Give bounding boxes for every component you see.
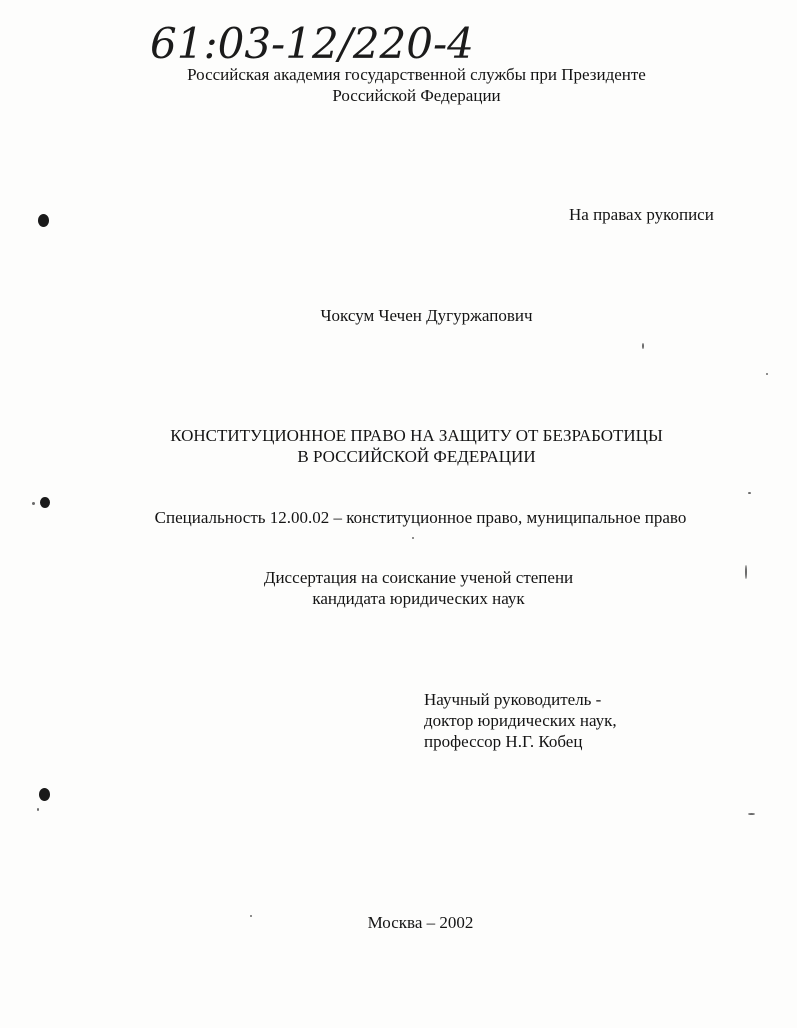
thesis-title — [18, 425, 797, 467]
supervisor-line-3: профессор Н.Г. Кобец — [424, 732, 583, 751]
archive-code-text: 61:03-12/220-4 — [150, 19, 474, 68]
scan-speck — [32, 502, 35, 505]
punch-hole-mark — [40, 497, 50, 508]
scientific-supervisor — [424, 689, 617, 752]
title-line-1: КОНСТИТУЦИОННОЕ ПРАВО НА ЗАЩИТУ ОТ БЕЗРАБОТИЦЫ — [170, 426, 663, 445]
scan-speck — [37, 808, 39, 811]
supervisor-line-1: Научный руководитель - — [424, 690, 602, 709]
dissertation-line-2: кандидата юридических наук — [312, 589, 525, 608]
scan-speck — [748, 492, 751, 494]
institution-line-1: Российская академия государственной службы при Президенте — [187, 65, 646, 84]
specialty-line: Специальность 12.00.02 – конституционное право, муниципальное право — [154, 508, 687, 527]
institution-line-2: Российской Федерации — [332, 86, 501, 105]
scan-speck — [642, 343, 644, 349]
punch-hole-mark — [39, 788, 50, 801]
scan-speck — [412, 537, 414, 539]
scan-speck — [250, 915, 252, 917]
scan-speck — [745, 565, 747, 579]
punch-hole-mark — [38, 214, 49, 227]
institution-name — [18, 64, 797, 106]
supervisor-line-2: доктор юридических наук, — [424, 711, 617, 730]
author-name: Чоксум Чечен Дугуржапович — [320, 306, 533, 325]
dissertation-line-1: Диссертация на соискание ученой степени — [263, 568, 574, 587]
dissertation-degree — [20, 567, 797, 609]
manuscript-note: На правах рукописи — [569, 205, 714, 224]
city-year: Москва – 2002 — [367, 913, 474, 932]
title-line-2: В РОССИЙСКОЙ ФЕДЕРАЦИИ — [297, 447, 536, 466]
handwritten-archive-code — [148, 14, 518, 70]
scan-speck — [748, 813, 755, 815]
scan-speck — [766, 373, 768, 375]
